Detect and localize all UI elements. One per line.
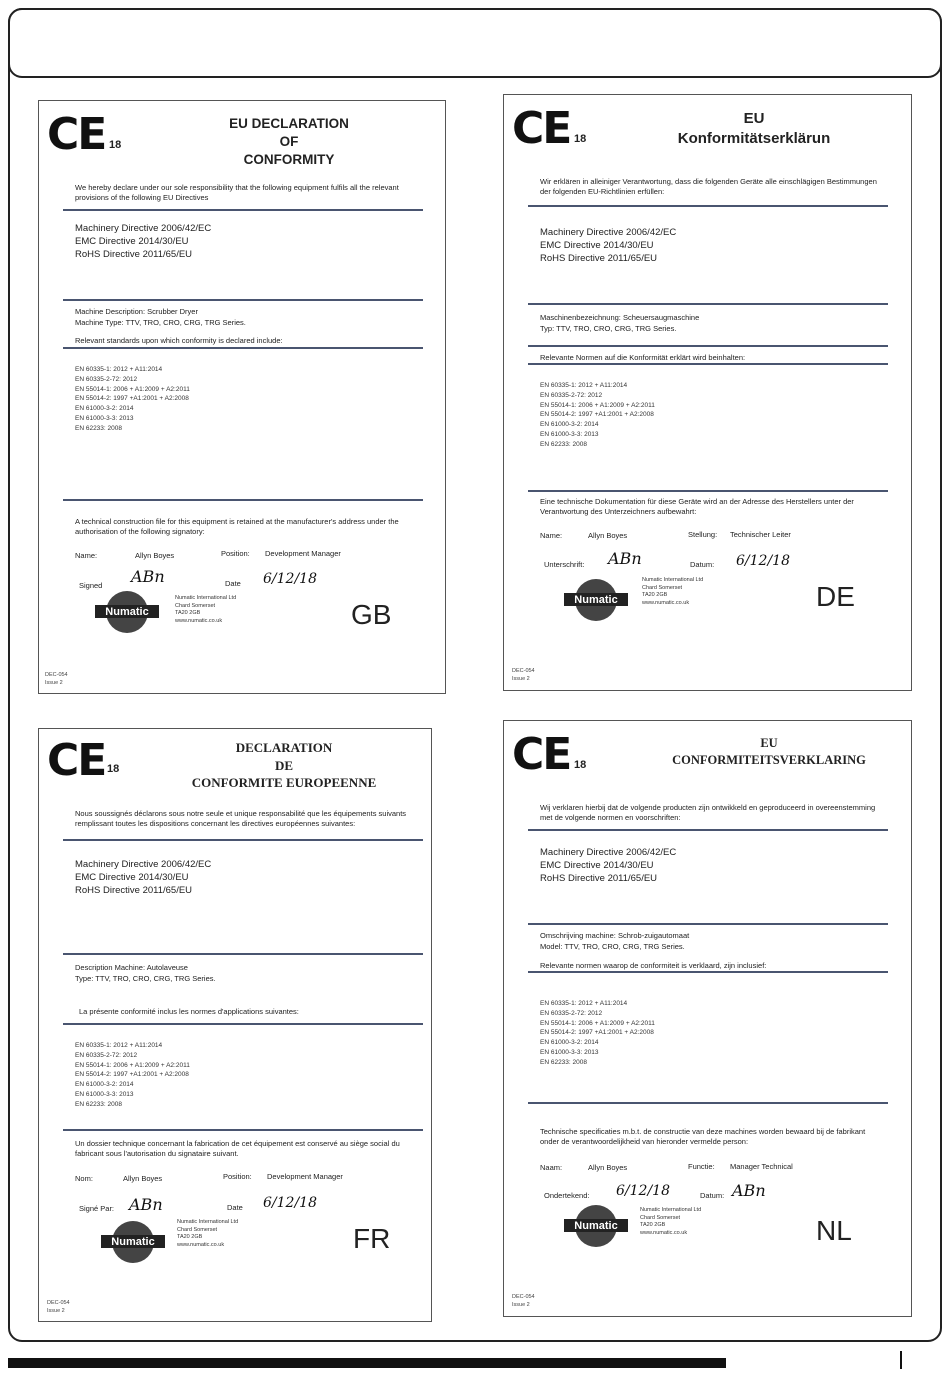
declaration-title: EU CONFORMITEITSVERKLARING [672,736,866,767]
footer-bar [8,1358,726,1368]
page-header-box [8,8,942,78]
manufacturer-address: Numatic International Ltd Chard Somerset TA20 2GB www.numatic.co.uk [640,1207,702,1237]
ce-number: 18 [109,139,122,151]
svg-text:Numatic: Numatic [105,606,149,618]
ce-mark: CE [512,729,571,780]
machine-type: Type: TTV, TRO, CRO, CRG, TRG Series. [75,974,216,983]
standards-list: EN 60335-1: 2012 + A11:2014 EN 60335-2-72: 2012 EN 55014-1: 2006 + A1:2009 + A2:2011 EN 55014-2: 1997 +A1:2001 + A2:2008 EN 61000-3-2: 2014 EN 61000-3-3: 2013 EN 62233: 2008 [75,366,190,432]
standards-heading: Relevant standards upon which conformity is declared include: [75,336,283,345]
divider [63,1023,423,1025]
intro-text: Nous soussignés déclarons sous notre seule et unique responsabilité que les équipements suivants remplissant toutes les dispositions concernant les directives européennes suivantes: [75,809,407,829]
divider [63,499,423,501]
position-value: Development Manager [267,1172,343,1181]
document-reference: DEC-054 Issue 2 [45,672,68,687]
name-label: Name: [540,531,563,540]
name-label: Naam: [540,1163,563,1172]
position-label: Functie: [688,1162,715,1171]
divider [63,1129,423,1131]
language-code: NL [816,1215,852,1246]
numatic-logo [95,589,159,635]
divider [63,347,423,349]
signature: ABn [732,1181,766,1200]
name-value: Allyn Boyes [588,531,628,540]
machine-description: Maschinenbezeichnung: Scheuersaugmaschine [540,313,700,322]
standards-list: EN 60335-1: 2012 + A11:2014 EN 60335-2-72: 2012 EN 55014-1: 2006 + A1:2009 + A2:2011 EN 55014-2: 1997 +A1:2001 + A2:2008 EN 61000-3-2: 2014 EN 61000-3-3: 2013 EN 62233: 2008 [540,382,655,448]
name-value: Allyn Boyes [135,551,175,560]
intro-text: Wir erklären in alleiniger Verantwortung, dass die folgenden Geräte alle einschlägigen Bestimmungen der folgenden EU-Richtlinien erfüllen: [540,177,877,197]
machine-description: Machine Description: Scrubber Dryer [75,307,198,316]
signature: ABn [608,549,642,568]
intro-text: Wij verklaren hierbij dat de volgende producten zijn ontwikkeld en geproduceerd in overeenstemming met de volgende normen en voorschriften: [540,803,876,823]
divider [63,299,423,301]
position-label: Stellung: [688,530,718,539]
divider [528,1102,888,1104]
date-handwritten: 6/12/18 [736,553,790,569]
directives-list: Machinery Directive 2006/42/EC EMC Directive 2014/30/EU RoHS Directive 2011/65/EU [75,223,212,260]
svg-text:Numatic: Numatic [574,1220,618,1232]
ce-number: 18 [107,763,120,775]
svg-text:Numatic: Numatic [111,1236,155,1248]
divider [528,829,888,831]
signed-label: Ondertekend: [544,1191,590,1200]
declaration-title: EU Konformitätserklärun [677,110,831,148]
position-value: Development Manager [265,549,341,558]
date-label: Date [227,1203,243,1212]
declaration-title: DECLARATION DE CONFORMITE EUROPEENNE [191,740,377,791]
numatic-logo [101,1219,165,1265]
language-code: FR [353,1223,391,1254]
divider [528,971,888,973]
date-label: Datum: [690,560,715,569]
ce-number: 18 [574,759,587,771]
name-value: Allyn Boyes [588,1163,628,1172]
machine-type: Model: TTV, TRO, CRO, CRG, TRG Series. [540,942,685,951]
tech-file-text: Technische specificaties m.b.t. de constructie van deze machines worden bewaard bij de fabrikant onder de verantwoordelijkheid van hieronder vermelde person: [540,1127,866,1147]
date-handwritten: 6/12/18 [616,1183,670,1199]
numatic-logo [564,1203,628,1249]
manufacturer-address: Numatic International Ltd Chard Somerset TA20 2GB www.numatic.co.uk [175,595,237,625]
signed-label: Signé Par: [79,1204,115,1213]
tech-file-text: A technical construction file for this equipment is retained at the manufacturer's address under the authorisation of the following signatory: [75,517,399,537]
divider [528,303,888,305]
divider [528,363,888,365]
declaration-card-gb [38,100,446,694]
ce-number: 18 [574,133,587,145]
divider [528,345,888,347]
directives-list: Machinery Directive 2006/42/EC EMC Directive 2014/30/EU RoHS Directive 2011/65/EU [75,859,212,896]
position-label: Position: [221,549,250,558]
manufacturer-address: Numatic International Ltd Chard Somerset TA20 2GB www.numatic.co.uk [642,577,704,607]
machine-description: Description Machine: Autolaveuse [75,963,188,972]
divider [63,839,423,841]
language-code: DE [816,581,855,612]
directives-list: Machinery Directive 2006/42/EC EMC Directive 2014/30/EU RoHS Directive 2011/65/EU [540,847,677,884]
declaration-card-fr [38,728,432,1322]
date-handwritten: 6/12/18 [263,1195,317,1211]
signed-label: Signed [79,581,103,590]
date-label: Date [225,579,241,588]
declaration-card-nl [503,720,912,1317]
machine-description: Omschrijving machine: Schrob-zuigautomaat [540,931,690,940]
document-reference: DEC-054 Issue 2 [47,1300,70,1315]
tech-file-text: Eine technische Dokumentation für diese Geräte wird an der Adresse des Herstellers unter der Verantwortung des Unterzeichners aufbewahrt: [540,497,854,517]
date-label: Datum: [700,1191,725,1200]
signature: ABn [131,567,165,586]
name-value: Allyn Boyes [123,1174,163,1183]
divider [63,953,423,955]
position-label: Position: [223,1172,252,1181]
standards-heading: Relevante normen waarop de conformiteit is verklaard, zijn inclusief: [540,961,767,970]
declaration-title: EU DECLARATION OF CONFORMITY [229,116,349,168]
numatic-logo [564,577,628,623]
document-reference: DEC-054 Issue 2 [512,1294,535,1309]
manufacturer-address: Numatic International Ltd Chard Somerset TA20 2GB www.numatic.co.uk [177,1219,239,1249]
ce-mark: CE [512,103,571,154]
divider [528,490,888,492]
machine-type: Machine Type: TTV, TRO, CRO, CRG, TRG Series. [75,318,246,327]
standards-heading: La présente conformité inclus les normes d'applications suivantes: [79,1007,299,1016]
date-handwritten: 6/12/18 [263,571,317,587]
language-code: GB [351,599,392,630]
divider [528,205,888,207]
ce-mark: CE [47,109,106,160]
declaration-card-de [503,94,912,691]
position-value: Technischer Leiter [730,530,791,539]
intro-text: We hereby declare under our sole responsibility that the following equipment fulfils all the relevant provisions of the following EU Directives [75,183,399,203]
standards-list: EN 60335-1: 2012 + A11:2014 EN 60335-2-72: 2012 EN 55014-1: 2006 + A1:2009 + A2:2011 EN 55014-2: 1997 +A1:2001 + A2:2008 EN 61000-3-2: 2014 EN 61000-3-3: 2013 EN 62233: 2008 [540,1000,655,1066]
standards-list: EN 60335-1: 2012 + A11:2014 EN 60335-2-72: 2012 EN 55014-1: 2006 + A1:2009 + A2:2011 EN 55014-2: 1997 +A1:2001 + A2:2008 EN 61000-3-2: 2014 EN 61000-3-3: 2013 EN 62233: 2008 [75,1042,190,1108]
ce-mark: CE [47,735,106,786]
position-value: Manager Technical [730,1162,793,1171]
name-label: Name: [75,551,98,560]
name-label: Nom: [75,1174,93,1183]
machine-type: Typ: TTV, TRO, CRO, CRG, TRG Series. [540,324,677,333]
standards-heading: Relevante Normen auf die Konformität erklärt wird beinhalten: [540,353,746,362]
signed-label: Unterschrift: [544,560,585,569]
document-reference: DEC-054 Issue 2 [512,668,535,683]
divider [63,209,423,211]
divider [528,923,888,925]
directives-list: Machinery Directive 2006/42/EC EMC Directive 2014/30/EU RoHS Directive 2011/65/EU [540,227,677,264]
svg-text:Numatic: Numatic [574,594,618,606]
tech-file-text: Un dossier technique concernant la fabrication de cet équipement est conservé au siège social du fabricant sous l'autorisation du signataire suivant. [75,1139,400,1159]
signature: ABn [129,1195,163,1214]
page-marker [900,1351,902,1369]
